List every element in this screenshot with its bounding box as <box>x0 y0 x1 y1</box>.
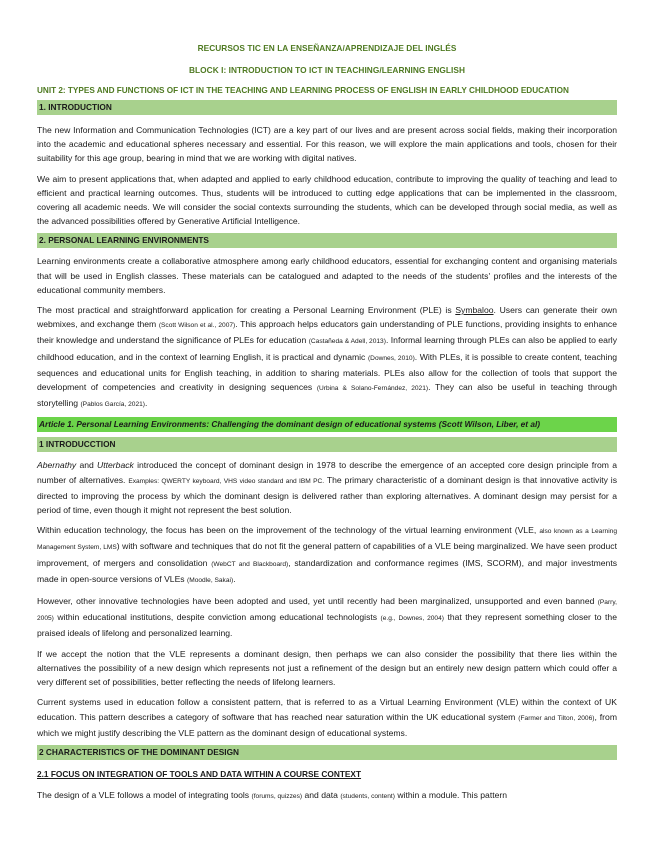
citation: (forums, quizzes) <box>251 792 303 800</box>
unit-title: UNIT 2: TYPES AND FUNCTIONS OF ICT IN THE TEACHING AND LEARNING PROCESS OF ENGLISH IN EARLY CHILDHOOD EDUCATION <box>37 86 569 95</box>
citation: (Pablos García, 2021) <box>80 401 145 409</box>
citation: (e.g., Downes, 2004) <box>380 615 444 623</box>
article-heading: Article 1. Personal Learning Environments: Challenging the dominant design of educational systems (Scott Wilson, Liber, et al) <box>37 417 617 432</box>
examples-note: Examples: QWERTY keyboard, VHS video standard and IBM PC. <box>128 477 325 485</box>
article-subsection-2-1-heading: 2.1 FOCUS ON INTEGRATION OF TOOLS AND DATA WITHIN A COURSE CONTEXT <box>37 768 362 779</box>
course-title: RECURSOS TIC EN LA ENSEÑANZA/APRENDIZAJE DEL INGLÉS <box>197 43 457 53</box>
intro-paragraph-1: The new Information and Communication Technologies (ICT) are a key part of our lives and are present across social fields, making their incorporation into the academic and educational spheres necessary and essential. For this reason, we will explore the main applications and tools, chosen for their suitability for this age group, bearing in mind that we are working with digital natives. <box>37 125 617 164</box>
article-paragraph-4: If we accept the notion that the VLE represents a dominant design, then perhaps we can also consider the possibility that there lies within the alternatives the possibility of a new design which represents not just a refinement of the design but an entirely new design pattern which could offer a very different set of possibilities, better reflecting the needs of lifelong learners. <box>37 648 617 688</box>
article-section-2-heading: 2 CHARACTERISTICS OF THE DOMINANT DESIGN <box>37 745 617 760</box>
section-heading-introduction: 1. INTRODUCTION <box>37 100 617 115</box>
article-intro-heading: 1 INTRODUCCTION <box>37 437 617 452</box>
article-paragraph-2: Within education technology, the focus has been on the improvement of the technology of the virtual learning environment (VLE, also known as a Learning Management System, LMS) with software and techniques that do not fit the general pattern of capabilities of a VLE being marginalized. We have seen product improvement, of mergers and consolidation (WebCT and Blackboard), standardization and conformance regimes (IMS, SCORM), and major investments made in open-source versions of VLEs (Moodle, Sakai). <box>37 525 618 584</box>
citation: also known as a Learning Management System, LMS <box>37 528 618 552</box>
citation: (Moodle, Sakai) <box>187 576 234 584</box>
citation: (Farmer and Tilton, 2006) <box>518 714 595 722</box>
citation: (Downes, 2010) <box>367 354 415 362</box>
symbaloo-link[interactable]: Symbaloo <box>455 305 494 316</box>
block-title: BLOCK I: INTRODUCTION TO ICT IN TEACHING/LEARNING ENGLISH <box>188 65 466 75</box>
citation: (Scott Wilson et al., 2007) <box>158 322 236 330</box>
article-paragraph-6: The design of a VLE follows a model of integrating tools (forums, quizzes) and data (students, content) within a module. This pattern <box>37 789 508 800</box>
article-paragraph-5: Current systems used in education follow a consistent pattern, that is referred to as a Virtual Learning Environment (VLE) within the context of UK education. This pattern describes a category of software that has reached near saturation within the UK educational system (Farmer and Tilton, 2006), from which we might justify describing the VLE pattern as the dominant design of educational systems. <box>37 697 617 738</box>
article-paragraph-3: However, other innovative technologies have been adopted and used, yet until recently had been marginalized, unsupported and even banned (Parry, 2005) within educational institutions, despite conviction among educational technologists (e.g., Downes, 2004) that they represent something closer to the praised ideals of lifelong and personalized learning. <box>37 596 617 639</box>
citation: (Castañeda & Adell, 2013) <box>308 338 386 346</box>
ple-paragraph-2: The most practical and straightforward application for creating a Personal Learning Environment (PLE) is Symbaloo. Users can generate their own webmixes, and exchange them (Scott Wilson et al., 2007). This approach helps educators gain understanding of PLE functions, providing insights to enhance their knowledge and understand the significance of PLEs for education (Castañeda & Adell, 2013). Informal learning through PLEs can also be applied to early childhood education, and in the context of learning English, it is practical and dynamic (Downes, 2010). With PLEs, it is possible to create content, teaching sequences and educational units for English teaching, in addition to sharing materials. PLEs also allow for the collection of tools that support the development of competencies and creativity in designing sequences (Urbina & Solano-Fernández, 2021). They can also be useful in teaching through storytelling (Pablos García, 2021). <box>37 305 618 409</box>
intro-paragraph-2: We aim to present applications that, when adapted and applied to early childhood education, contribute to improving the quality of teaching and lead to efficient and practical learning outcomes. Thus, students will be introduced to cutting edge applications that can be implemented in the classroom, covering all academic needs. We will consider the social contexts surrounding the students, which can be developed through social media, as well as the advanced possibilities offered by Generative Artificial Intelligence. <box>37 173 617 227</box>
citation: (Parry, 2005) <box>37 599 617 623</box>
citation: (students, content) <box>340 792 395 800</box>
article-paragraph-1: Abernathy and Utterback introduced the concept of dominant design in 1978 to describe the emergence of an accepted core design principle from a number of alternatives. Examples: QWERTY keyboard, VHS video standard and IBM PC. The primary characteristic of a dominant design is that innovative activity is directed to improving the process by which the dominant design is delivered rather than exploring alternatives. A dominant design may persist for a period of time, even though it might not represent the best solution. <box>37 460 618 516</box>
citation: (Urbina & Solano-Fernández, 2021) <box>316 385 429 393</box>
section-heading-ple: 2. PERSONAL LEARNING ENVIRONMENTS <box>37 233 617 248</box>
ple-paragraph-1: Learning environments create a collaborative atmosphere among early childhood educators, essential for exchanging content and organising materials that will be used in English classes. These materials can be catalogued and adapted to the needs of the students' profiles and the interests of the educational community members. <box>37 256 617 295</box>
citation: (WebCT and Blackboard) <box>211 560 289 568</box>
